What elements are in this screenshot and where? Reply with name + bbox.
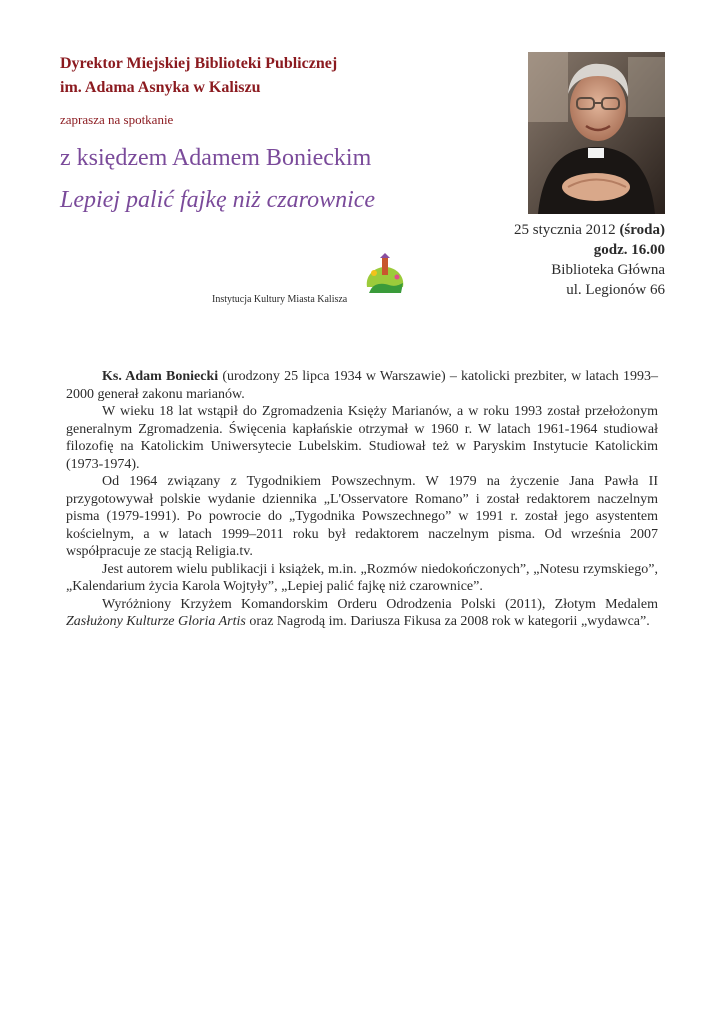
kalisz-logo-icon [361,253,409,305]
bio-name: Ks. Adam Boniecki [102,369,219,384]
bio-paragraph-3: Od 1964 związany z Tygodnikiem Powszechnym. W 1979 na życzenie Jana Pawła II przygotowywał polskie wydanie dziennika „L'Osservatore Romano” i został redaktorem naczelnym pisma (1979-1991). Po powrocie do „Tygodnika Powszechnego” w 1991 r. został jego asystentem kościelnym, a w latach 1999–2011 roku był redaktorem naczelnym pisma. Od września 2007 współpracuje ze stacją Religia.tv. [66,474,658,559]
bio-award-name: Zasłużony Kulturze Gloria Artis [66,614,246,629]
kalisz-logo [361,253,409,305]
event-venue: Biblioteka Główna [551,262,665,278]
bio-p5-start: Wyróżniony Krzyżem Komandorskim Orderu Odrodzenia Polski (2011), Złotym Medalem [102,596,658,612]
bio-p1-text: (urodzony 25 lipca 1934 w Warszawie) – katolicki prezbiter, w latach 1993–2000 generał zakonu marianów. [66,369,658,402]
event-time: godz. 16.00 [593,242,665,258]
institution-label: Instytucja Kultury Miasta Kalisza [212,294,348,305]
bio-paragraph-5 [66,596,658,631]
event-subtitle: Lepiej palić fajkę niż czarownice [60,187,376,213]
bio-p5-end: oraz Nagrodą im. Dariusza Fikusa za 2008 rok w kategorii „wydawca”. [245,614,650,629]
portrait-photo [528,52,665,214]
event-title: z księdzem Adamem Bonieckim [60,145,372,171]
event-date [514,220,665,240]
event-weekday: (środa) [619,222,665,238]
bio-paragraph-2: W wieku 18 lat wstąpił do Zgromadzenia Księży Marianów, a w roku 1993 został przełożonym generalnym Zgromadzenia. Święcenia kapłańskie otrzymał w 1960 r. W latach 1961-1964 studiował filozofię na Katolickim Uniwersytecie Lubelskim. Studiował też w Paryskim Instytucie Katolickim (1973-1974). [66,404,658,472]
event-date-value: 25 stycznia 2012 [514,222,616,238]
portrait-illustration [528,52,665,214]
organizer-line-2: im. Adama Asnyka w Kaliszu [60,79,261,96]
organizer-line-1: Dyrektor Miejskiej Biblioteki Publicznej [60,55,338,72]
invitation-text: zaprasza na spotkanie [60,112,174,127]
event-address: ul. Legionów 66 [566,282,665,298]
bio-paragraph-4: Jest autorem wielu publikacji i książek, m.in. „Rozmów niedokończonych”, „Notesu rzymskiego”, „Kalendarium życia Karola Wojtyły”, „Lepiej palić fajkę niż czarownice”. [66,561,658,594]
bio-paragraph-1 [66,368,658,403]
biography [66,368,658,631]
